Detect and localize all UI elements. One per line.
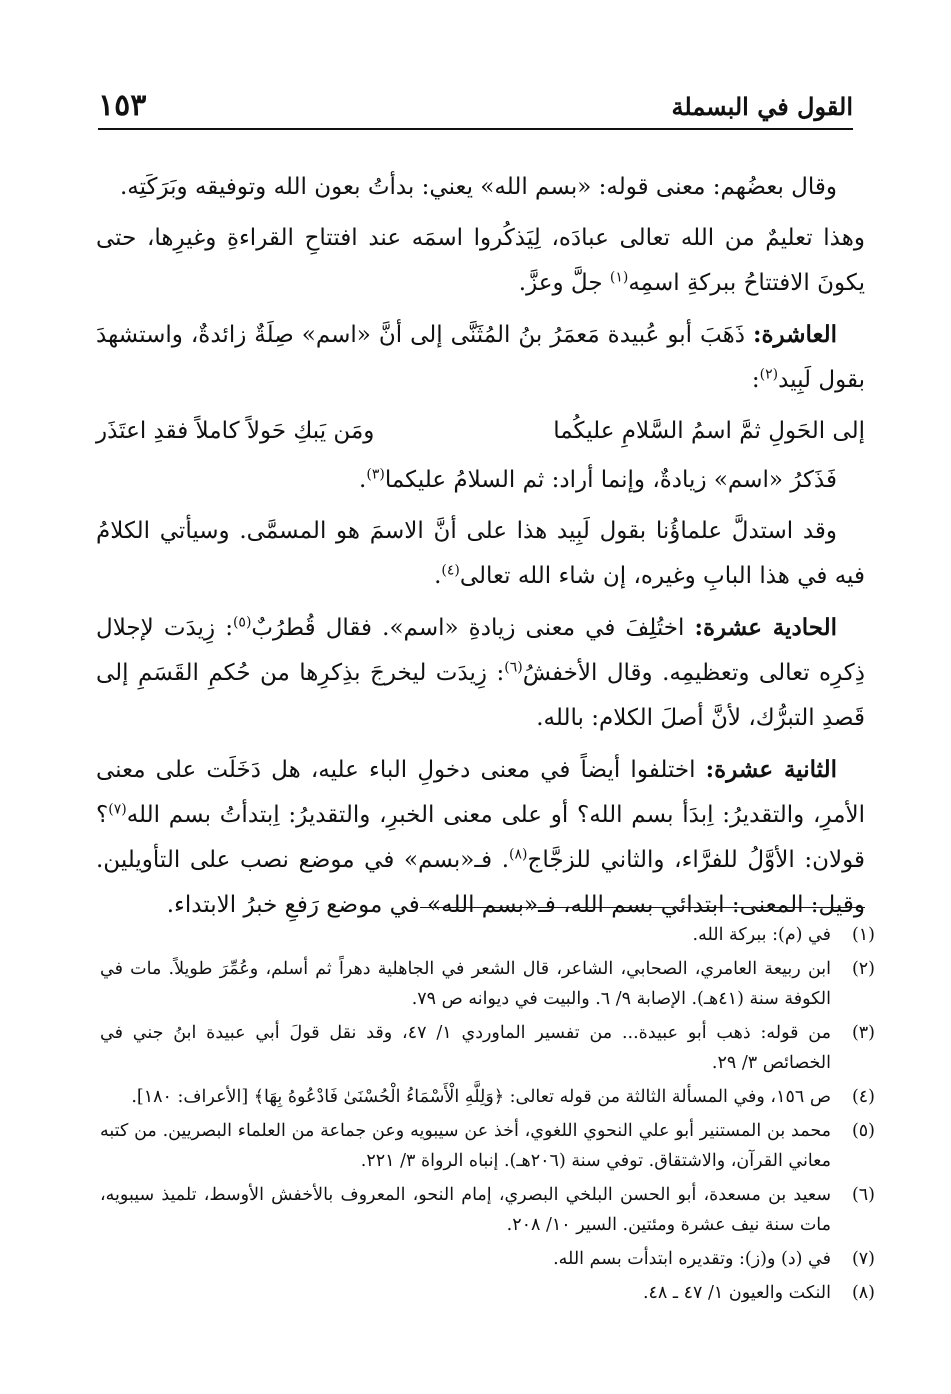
- verse-second-hemistich: ومَن يَبكِ حَولاً كاملاً فقدِ اعتَذَر: [96, 418, 375, 444]
- footnote-ref-3[interactable]: (٣): [366, 466, 385, 483]
- footnote-number: (٨): [851, 1283, 875, 1303]
- paragraph-6-text-c: : زِيدَت ليخرجَ بذِكرِها من حُكمِ القَسَمِ إلى قَصدِ التبرُّك، لأنَّ أصلَ الكلام: بالله.: [96, 660, 865, 731]
- paragraph-3: [96, 312, 865, 403]
- paragraph-5-end: .: [434, 563, 442, 589]
- paragraph-2-text: وهذا تعليمٌ من الله تعالى عبادَه، لِيَذكُروا اسمَه عند افتتاحِ القراءةِ وغيرِها، حتى يكونَ الافتتاحُ ببركةِ اسمِه: [96, 225, 865, 296]
- paragraph-5: [96, 509, 865, 599]
- footnote-ref-4[interactable]: (٤): [441, 562, 460, 579]
- running-title: القول في البسملة: [671, 92, 853, 121]
- main-text: [96, 165, 865, 934]
- footnote-item: [100, 920, 875, 950]
- paragraph-2: [96, 216, 865, 306]
- footnote-text: في (م): ببركة الله.: [692, 925, 831, 945]
- verse-first-hemistich: إلى الحَولِ ثمَّ اسمُ السَّلامِ عليكُما: [553, 418, 865, 444]
- paragraph-4-text: فَذَكرُ «اسم» زيادةٌ، وإنما أراد: ثم السلامُ عليكما: [384, 467, 837, 493]
- footnote-ref-7[interactable]: (٧): [108, 801, 127, 818]
- paragraph-1: [96, 165, 865, 210]
- poetry-verse: [96, 409, 865, 454]
- section-heading-12: الثانية عشرة:: [705, 756, 837, 783]
- footnote-separator: [420, 907, 865, 908]
- paragraph-6: [96, 605, 865, 741]
- paragraph-6-text-b: : زِيدَت لإجلال ذِكرِه تعالى وتعظيمِه. وقال الأخفشُ: [96, 615, 865, 686]
- footnote-number: (٥): [851, 1121, 875, 1141]
- footnote-ref-1[interactable]: (١): [609, 269, 629, 286]
- paragraph-3-end: :: [751, 367, 760, 393]
- footnote-item: [100, 1180, 875, 1240]
- footnote-number: (٧): [851, 1249, 875, 1269]
- paragraph-7: [96, 747, 865, 928]
- footnote-number: (٢): [851, 959, 875, 979]
- footnote-text: من قوله: ذهب أبو عبيدة... من تفسير الماوردي ١/ ٤٧، وقد نقل قولَ أبي عبيدة ابنُ جني في الخصائص ٣/ ٢٩.: [100, 1023, 832, 1073]
- paragraph-7-text-c: . فـ«بسم» في موضع نصب على التأويلين. وقيل: المعنى: ابتدائي بسم الله، فـ«بسم الله» في موضع رَفعِ خبرُ الابتداء.: [96, 847, 865, 918]
- footnote-item: [100, 1018, 875, 1078]
- paragraph-4-end: .: [359, 467, 367, 493]
- footnote-text: في (د) و(ز): وتقديره ابتدأت بسم الله.: [553, 1249, 831, 1269]
- section-heading-10: العاشرة:: [752, 321, 837, 348]
- footnote-item: [100, 1278, 875, 1308]
- paragraph-4: [96, 458, 865, 503]
- footnote-text: سعيد بن مسعدة، أبو الحسن البلخي البصري، إمام النحو، المعروف بالأخفش الأوسط، تلميذ سيبويه، مات سنة نيف عشرة ومئتين. السير ١٠/ ٢٠٨.: [100, 1185, 831, 1235]
- footnote-item: [100, 1116, 875, 1176]
- footnote-number: (٤): [851, 1087, 875, 1107]
- section-heading-11: الحادية عشرة:: [694, 614, 837, 641]
- header-rule: [98, 128, 853, 130]
- paragraph-1-text: وقال بعضُهم: معنى قوله: «بسم الله» يعني: بدأتُ بعون الله وتوفيقه وبَرَكَتِه.: [119, 174, 837, 200]
- footnote-ref-6[interactable]: (٦): [504, 659, 523, 676]
- footnote-item: [100, 1244, 875, 1274]
- footnote-ref-2[interactable]: (٢): [759, 366, 779, 383]
- footnote-item: [100, 954, 875, 1014]
- paragraph-2-end: جلَّ وعزَّ.: [518, 270, 610, 296]
- footnote-number: (١): [851, 925, 875, 945]
- footnote-ref-5[interactable]: (٥): [232, 614, 252, 631]
- paragraph-7-text-a: اختلفوا أيضاً في معنى دخولِ الباء عليه، هل دَخَلَت على معنى الأمرِ، والتقديرُ: اِبدَأ بسم الله؟ أو على معنى الخبرِ، والتقديرُ: اِبتدأتُ بسم الله: [96, 757, 865, 828]
- footnotes: [100, 920, 875, 1312]
- paragraph-7-text-b: ؟ قولان: الأوَّلُ للفرَّاء، والثاني للزجَّاج: [96, 802, 865, 873]
- paragraph-3-text: ذَهَبَ أبو عُبيدة مَعمَرُ بنُ المُثَنَّى إلى أنَّ «اسم» صِلَةٌ زائدةٌ، واستشهدَ بقول لَبِيد: [96, 322, 865, 393]
- footnote-ref-8[interactable]: (٨): [509, 846, 528, 863]
- footnote-text: ص ١٥٦، وفي المسألة الثالثة من قوله تعالى: ﴿وَلِلَّهِ الْأَسْمَاءُ الْحُسْنَىٰ فَادْعُوهُ بِهَا﴾ [الأعراف: ١٨٠].: [131, 1087, 831, 1107]
- footnote-text: النكت والعيون ١/ ٤٧ ـ ٤٨.: [642, 1283, 831, 1303]
- footnote-number: (٣): [851, 1023, 875, 1043]
- paragraph-5-text: وقد استدلَّ علماؤُنا بقول لَبِيد هذا على أنَّ الاسمَ هو المسمَّى. وسيأتي الكلامُ فيه في هذا البابِ وغيره، إن شاء الله تعالى: [96, 518, 865, 589]
- footnote-text: محمد بن المستنير أبو علي النحوي اللغوي، أخذ عن سيبويه وعن جماعة من العلماء البصريين. من كتبه معاني القرآن، والاشتقاق. توفي سنة (٢٠٦هـ). إنباه الرواة ٣/ ٢٢١.: [100, 1121, 831, 1171]
- footnote-item: [100, 1082, 875, 1112]
- footnote-text: ابن ربيعة العامري، الصحابي، الشاعر، قال الشعر في الجاهلية دهراً ثم أسلم، وعُمِّرَ طويلاً. مات في الكوفة سنة (٤١هـ). الإصابة ٩/ ٦. والبيت في ديوانه ص ٧٩.: [100, 959, 831, 1009]
- page-number: ١٥٣: [98, 88, 147, 123]
- paragraph-6-text-a: اختُلِفَ في معنى زيادةِ «اسم». فقال قُطرُبٌ: [251, 615, 695, 641]
- page-header: [98, 86, 853, 130]
- footnote-number: (٦): [851, 1185, 875, 1205]
